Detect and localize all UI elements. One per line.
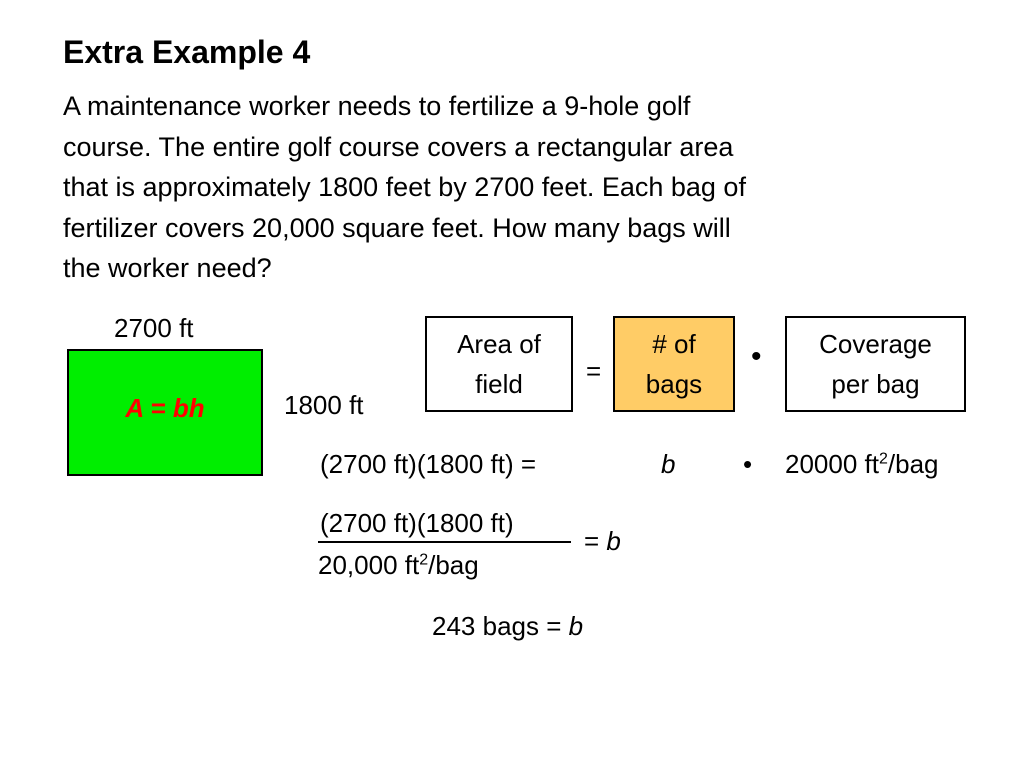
problem-statement <box>63 86 963 289</box>
answer-text: 243 bags = <box>432 611 569 641</box>
number-of-bags-box <box>613 316 735 412</box>
problem-line: that is approximately 1800 feet by 2700 feet. Each bag of <box>63 172 746 202</box>
problem-line: A maintenance worker needs to fertilize a 9-hole golf <box>63 91 691 121</box>
fraction-bar <box>318 541 571 543</box>
height-label: 1800 ft <box>284 390 364 420</box>
equation-dot: • <box>743 449 753 479</box>
area-of-field-box <box>425 316 573 412</box>
width-label: 2700 ft <box>114 313 194 343</box>
answer-b: b <box>568 611 584 641</box>
equation-lhs: (2700 ft)(1800 ft) = <box>320 449 537 479</box>
bags-box-line: # of <box>652 329 696 359</box>
area-box-line: field <box>475 369 523 399</box>
denominator-exponent: 2 <box>419 551 429 569</box>
fraction-equals: = <box>584 526 607 556</box>
model-equals-sign: = <box>586 356 602 386</box>
problem-line: fertilizer covers 20,000 square feet. How many bags will <box>63 212 731 243</box>
coverage-box-line: per bag <box>831 369 920 399</box>
problem-line: course. The entire golf course covers a rectangular area <box>63 131 734 162</box>
problem-line: the worker need? <box>63 253 272 283</box>
bags-box-line: bags <box>645 369 703 399</box>
area-formula: A = bh <box>125 393 205 423</box>
coverage-value: 20000 ft <box>785 449 879 479</box>
area-box-line: Area of <box>457 329 541 359</box>
coverage-box-line: Coverage <box>819 329 932 359</box>
fraction-b: b <box>606 526 621 556</box>
model-times-dot: • <box>751 340 762 373</box>
fraction-denominator <box>318 550 479 580</box>
coverage-exponent: 2 <box>878 450 888 468</box>
fraction-numerator: (2700 ft)(1800 ft) <box>320 508 514 538</box>
equation-b: b <box>661 449 676 479</box>
fraction-result <box>584 526 621 556</box>
denominator-unit: /bag <box>428 550 479 580</box>
equation-coverage <box>785 449 939 479</box>
denominator-value: 20,000 ft <box>318 550 420 580</box>
coverage-per-bag-box <box>785 316 966 412</box>
answer-line <box>432 611 583 641</box>
coverage-unit: /bag <box>887 449 939 479</box>
slide-title: Extra Example 4 <box>63 34 311 70</box>
